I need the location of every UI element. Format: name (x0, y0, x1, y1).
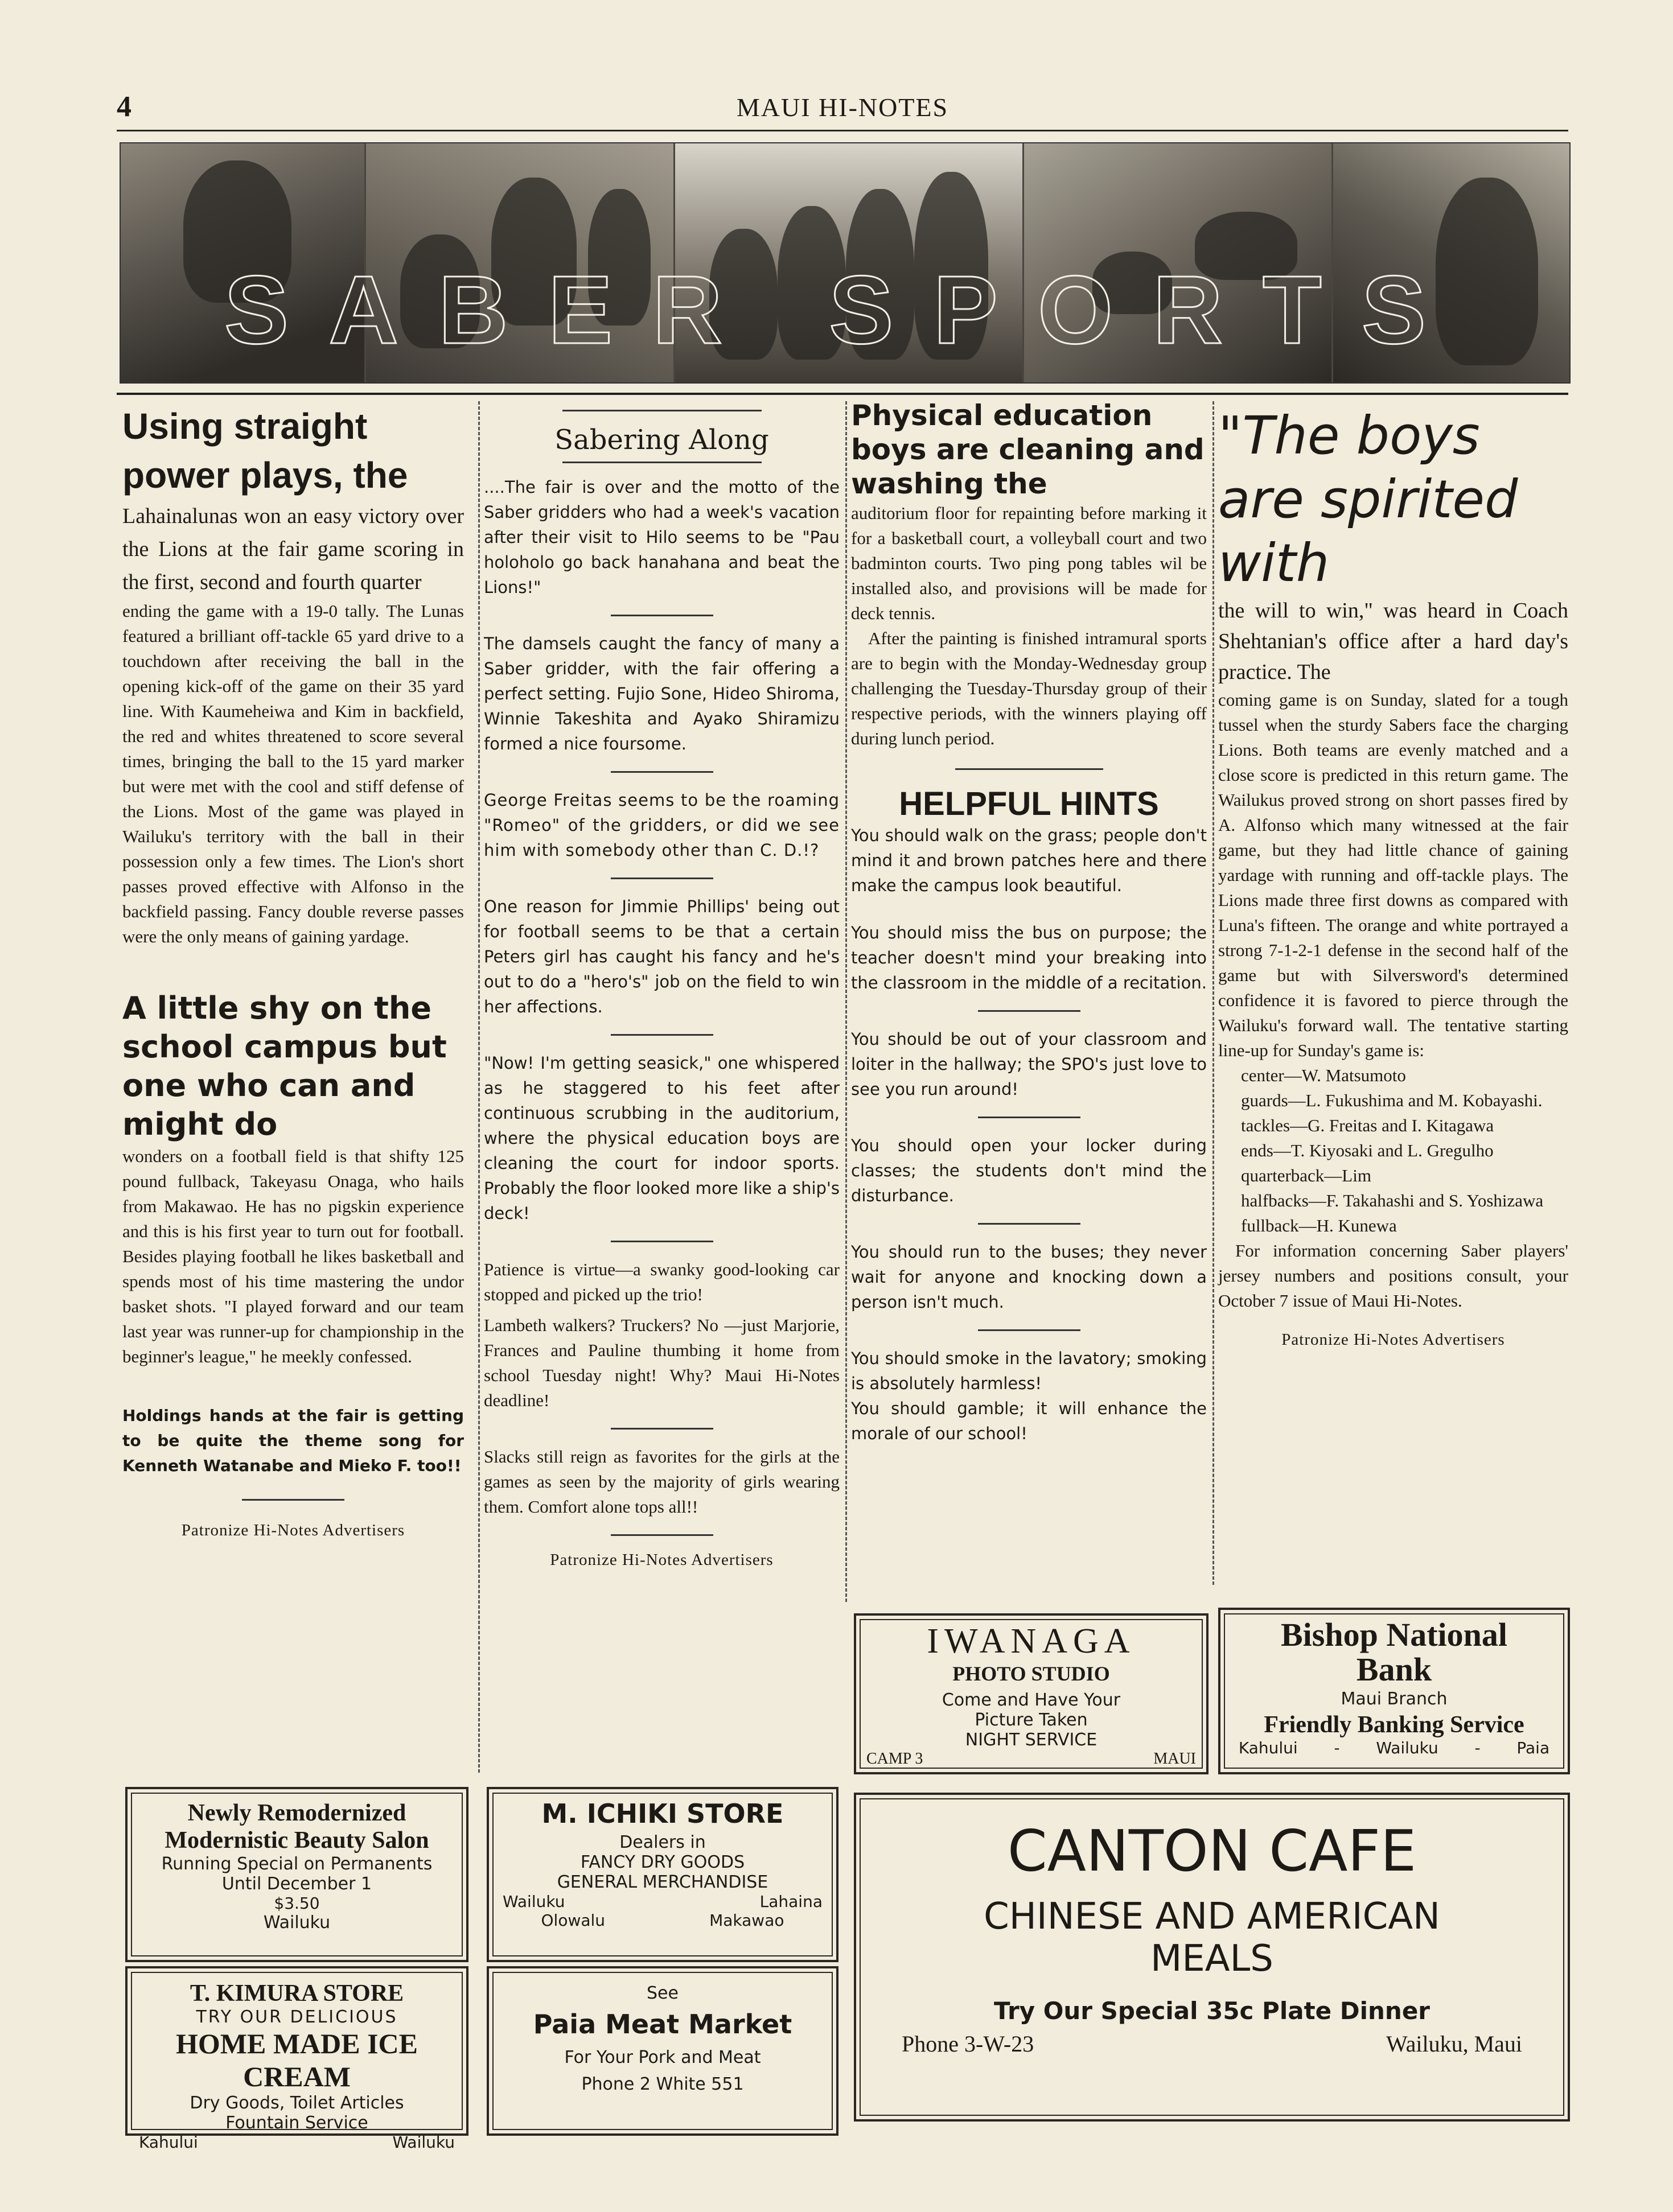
top-rule (117, 393, 1568, 395)
ad-iwanaga-photo: IWANAGA PHOTO STUDIO Come and Have Your Picture Taken NIGHT SERVICE CAMP 3 MAUI (854, 1613, 1208, 1774)
sabering-p3: George Freitas seems to be the roaming "Romeo" of the gridders, or did we see him with somebody other than C. D.!? (484, 790, 840, 860)
sabering-p5: "Now! I'm getting seasick," one whispered as he staggered to his feet after continuous scrubbing in the auditorium, where the physical education boys are cleaning the court for indoor sports. Probably the floor looked more like a ship's deck! (484, 1053, 840, 1223)
headline-onaga: A little shy on the school campus but one who can and might do (122, 990, 447, 1142)
lineup-item: halfbacks—F. Takahashi and S. Yoshizawa (1241, 1191, 1544, 1210)
hint-4: You should open your locker during classes; the students don't mind the disturbance. (851, 1136, 1207, 1205)
hint-6: You should smoke in the lavatory; smoking is absolutely harmless! (851, 1349, 1207, 1393)
sabering-p2: The damsels caught the fancy of many a Saber gridder, with the fair offering a perfect setting. Fujio Sone, Hideo Shiroma, Winnie Takeshita and Ayako Shiramizu formed a nice foursome. (484, 634, 840, 753)
hint-1: You should walk on the grass; people don't mind it and brown patches here and there make the campus look beautiful. (851, 826, 1207, 895)
lineup-item: quarterback—Lim (1241, 1165, 1371, 1185)
sabering-p8: Slacks still reign as favorites for the girls at the games as seen by the majority of girls wearing them. Comfort alone tops all!! (484, 1447, 840, 1517)
ad-kimura-store: T. KIMURA STORE TRY OUR DELICIOUS HOME MADE ICE CREAM Dry Goods, Toilet Articles Fountain Service Kahului Wailuku (125, 1966, 468, 2136)
lineup-item: ends—T. Kiyosaki and L. Gregulho (1241, 1140, 1494, 1160)
headline-lions-game: Using straight power plays, the (122, 406, 408, 496)
ad-bishop-bank: Bishop National Bank Maui Branch Friendly Banking Service Kahului - Wailuku - Paia (1218, 1608, 1570, 1774)
patronize-note: Patronize Hi-Notes Advertisers (550, 1551, 774, 1569)
article-onaga: wonders on a football field is that shifty 125 pound fullback, Takeyasu Onaga, who hails from Makawao. He has no pigskin experience and this is his first year to turn out for football. Besides playing football he likes basketball and spends most of his time mastering the undor basket shots. "I played forward and our team last year was runner-up for championship in the beginner's league," he meekly confessed. (122, 1146, 464, 1366)
banner-title: SABER SPORTS (224, 256, 1466, 364)
masthead (117, 84, 1568, 131)
phys-ed-p2: After the painting is finished intramural sports are to begin with the Monday-Wednesday group challenging the Tuesday-Thursday group of their respective periods, with the winners playing off during lunch period. (851, 628, 1207, 748)
sabering-p1: ....The fair is over and the motto of the Saber gridders who had a week's vacation after their visit to Hilo seems to be "Pau holoholo go back hanahana and beat the Lions!" (484, 477, 840, 597)
article-lions-game: ending the game with a 19-0 tally. The Lunas featured a brilliant off-tackle 65 yard drive to a touchdown after receiving the ball in the opening kick-off of the game on their 35 yard line. With Kaumeheiwa and Kim in backfield, the red and whites threatened to score several times, bringing the ball to the 15 yard marker but were met with the cool and stiff defense of the Lions. Most of the game was played in Wailuku's territory with the ball in their possession only a few times. The Lion's short passes proved effective with Alfonso in the backfield passing. Fancy double reverse passes were the only means of gaining yardage. (122, 601, 464, 946)
phys-ed-p1: auditorium floor for repainting before marking it for a basketball court, a volleyball court and two badminton courts. Two ping pong tables wil be installed also, and provisions will be made for deck tennis. (851, 503, 1207, 623)
paper-name: MAUI HI-NOTES (736, 93, 949, 122)
sports-photo-banner (120, 142, 1571, 384)
column-3 (851, 398, 1207, 1446)
lead-boys-spirited: the will to win," was heard in Coach Shehtanian's office after a hard day's practice. The (1218, 599, 1568, 684)
hint-5: You should run to the buses; they never wait for anyone and knocking down a person isn't much. (851, 1242, 1207, 1312)
column-2 (484, 398, 840, 1570)
column-1 (122, 398, 464, 1540)
sabering-p6: Patience is virtue—a swanky good-looking car stopped and picked up the trio! (484, 1259, 840, 1304)
column-divider (478, 401, 480, 1773)
lineup-item: center—W. Matsumoto (1241, 1065, 1406, 1085)
hint-3: You should be out of your classroom and loiter in the hallway; the SPO's just love to see you run around! (851, 1029, 1207, 1099)
ad-ichiki-store: M. ICHIKI STORE Dealers in FANCY DRY GOODS GENERAL MERCHANDISE Wailuku Lahaina Olowalu Makawao (487, 1787, 838, 1962)
ad-paia-meat-market: See Paia Meat Market For Your Pork and Meat Phone 2 White 551 (487, 1966, 838, 2136)
note-fair: Holdings hands at the fair is getting to be quite the theme song for Kenneth Watanabe and Mieko F. too!! (122, 1406, 464, 1475)
ad-beauty-salon: Newly Remodernized Modernistic Beauty Salon Running Special on Permanents Until December 1 $3.50 Wailuku (125, 1787, 468, 1962)
headline-boys-spirited: "The boys are spirited with (1218, 405, 1518, 594)
patronize-note: Patronize Hi-Notes Advertisers (1281, 1331, 1505, 1349)
lineup-item: guards—L. Fukushima and M. Kobayashi. (1241, 1090, 1543, 1110)
divider (242, 1499, 344, 1501)
column-divider (1212, 401, 1214, 1585)
sabering-p4: One reason for Jimmie Phillips' being out for football seems to be that a certain Peters girl has caught his fancy and he's out to do a "hero's" job on the field to win her affections. (484, 897, 840, 1016)
hint-2: You should miss the bus on purpose; the teacher doesn't mind your breaking into the classroom in the middle of a recitation. (851, 923, 1207, 992)
closing-note: For information concerning Saber players' jersey numbers and positions consult, your October 7 issue of Maui Hi-Notes. (1218, 1241, 1568, 1311)
lineup-item: fullback—H. Kunewa (1241, 1216, 1397, 1235)
hint-7: You should gamble; it will enhance the morale of our school! (851, 1399, 1207, 1443)
lead-lions-game: Lahainalunas won an easy victory over the Lions at the fair game scoring in the first, second and fourth quarter (122, 504, 464, 594)
patronize-note: Patronize Hi-Notes Advertisers (181, 1521, 405, 1539)
lineup-list (1218, 1063, 1568, 1238)
headline-sabering-along: Sabering Along (554, 424, 769, 456)
article-boys-spirited: coming game is on Sunday, slated for a tough tussel when the sturdy Sabers face the charging Lions. Both teams are evenly matched and a close score is predicted in this return game. The Wailukus proved strong on short passes fired by A. Alfonso which many witnessed at the fair game, but they had little chance of gaining yardage with running and off-tackle plays. The Lions made three first downs as compared with Luna's fifteen. The orange and white portrayed a strong 7-1-2-1 defense in the second half of the game but with Silversword's determined confidence it is favored to pierce through the Wailuku's forward wall. The tentative starting line-up for Sunday's game is: (1218, 690, 1568, 1060)
ad-canton-cafe: CANTON CAFE CHINESE AND AMERICAN MEALS Try Our Special 35c Plate Dinner Phone 3-W-23 Wailuku, Maui (854, 1793, 1570, 2122)
column-divider (845, 401, 847, 1602)
headline-phys-ed: Physical education boys are cleaning and washing the (851, 399, 1205, 500)
page-number: 4 (117, 90, 131, 123)
headline-helpful-hints: HELPFUL HINTS (899, 785, 1159, 822)
column-4 (1218, 398, 1568, 1349)
sabering-p7: Lambeth walkers? Truckers? No —just Marjorie, Frances and Pauline thumbing it home from school Tuesday night! Why? Maui Hi-Notes deadline! (484, 1315, 840, 1410)
lineup-item: tackles—G. Freitas and I. Kitagawa (1241, 1115, 1494, 1135)
